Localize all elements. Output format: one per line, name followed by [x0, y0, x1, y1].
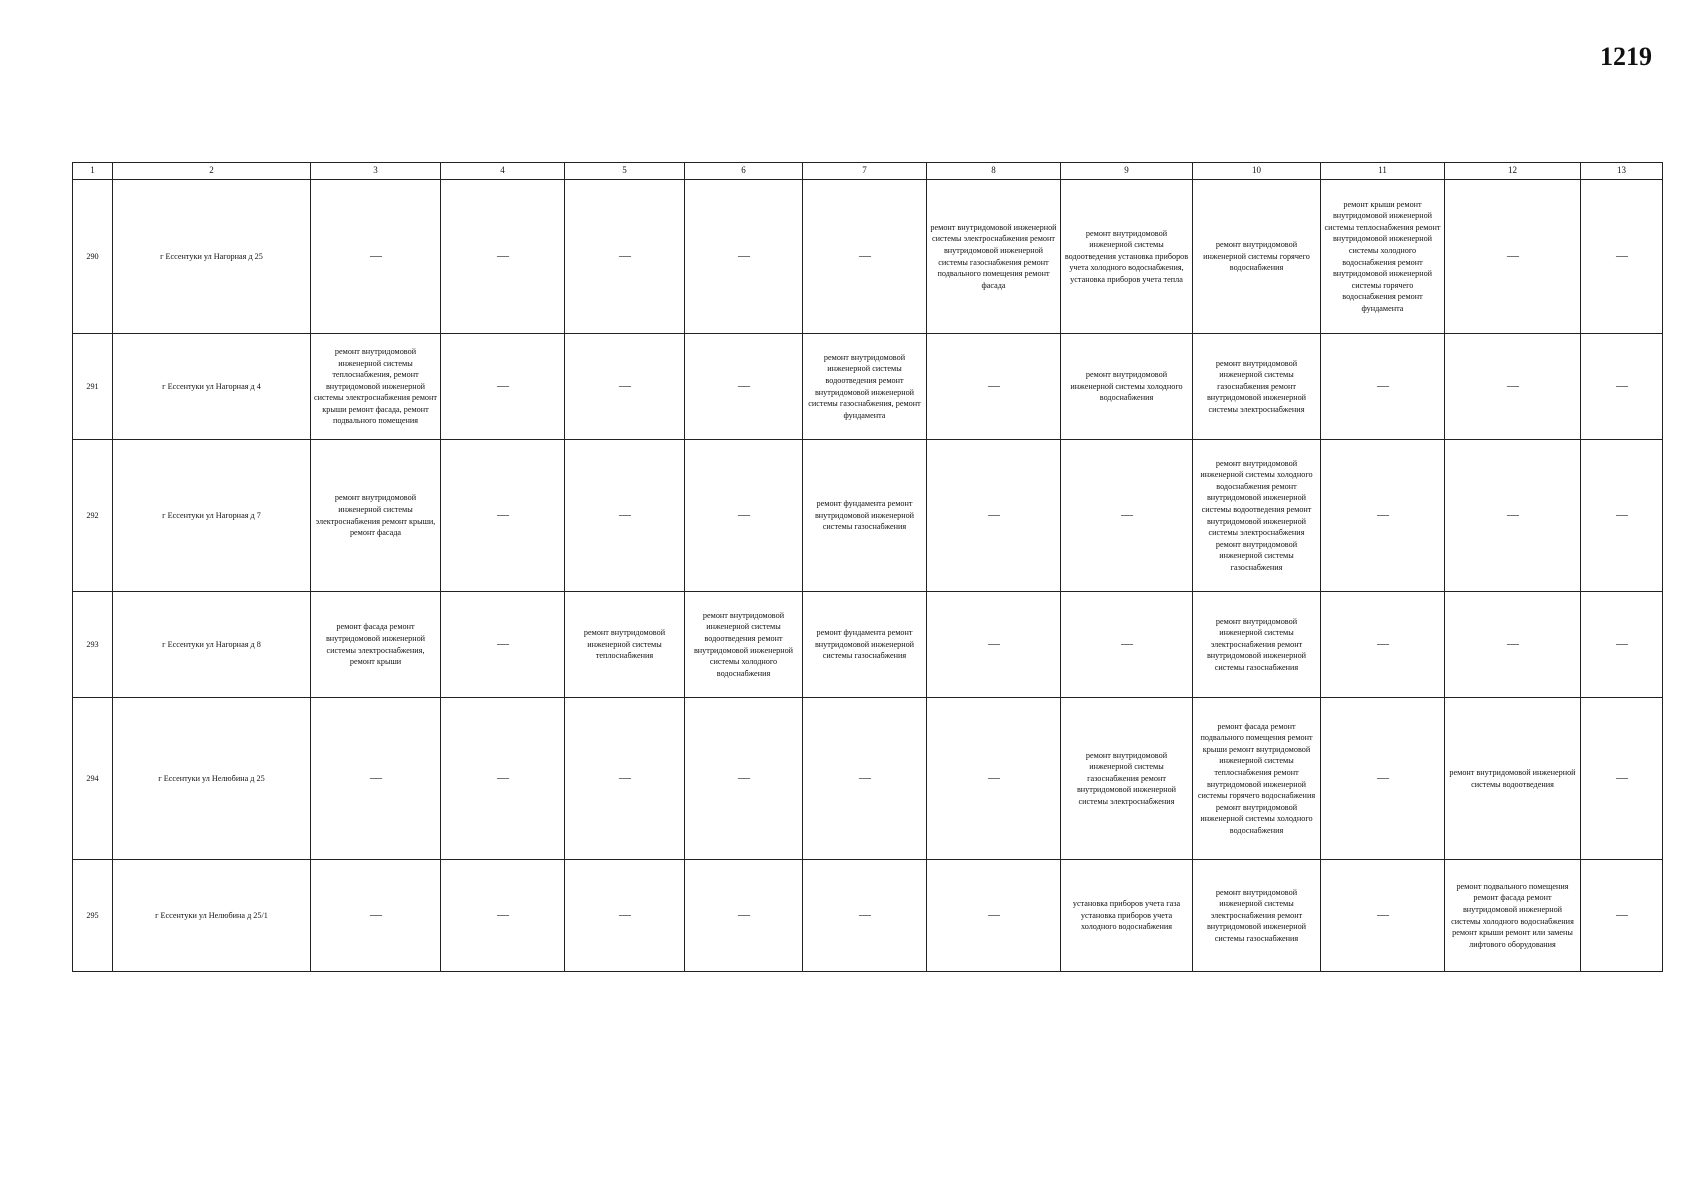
empty-dash-cell	[1581, 440, 1663, 592]
dash-mark: —	[1616, 770, 1627, 785]
dash-mark: —	[497, 907, 508, 922]
dash-mark: —	[738, 248, 749, 263]
dash-mark: —	[497, 248, 508, 263]
column-header-12: 12	[1445, 163, 1581, 180]
work-types-cell-col-10: ремонт фасада ремонт подвального помещения ремонт крыши ремонт внутридомовой инженерной системы теплоснабжения ремонт внутридомовой инженерной системы горячего водоснабжения ремонт внутридомовой инженерной системы холодного водоснабжения	[1193, 698, 1321, 860]
empty-dash-cell	[1445, 592, 1581, 698]
column-header-4: 4	[441, 163, 565, 180]
work-types-cell-col-10: ремонт внутридомовой инженерной системы горячего водоснабжения	[1193, 180, 1321, 334]
work-types-cell-col-9: ремонт внутридомовой инженерной системы газоснабжения ремонт внутридомовой инженерной системы электроснабжения	[1061, 698, 1193, 860]
dash-mark: —	[619, 248, 630, 263]
dash-mark: —	[859, 770, 870, 785]
dash-mark: —	[1377, 907, 1388, 922]
dash-mark: —	[859, 907, 870, 922]
work-types-cell-col-5: ремонт внутридомовой инженерной системы теплоснабжения	[565, 592, 685, 698]
empty-dash-cell	[1581, 334, 1663, 440]
work-types-cell-col-7: ремонт внутридомовой инженерной системы водоотведения ремонт внутридомовой инженерной системы газоснабжения, ремонт фундамента	[803, 334, 927, 440]
address-cell: г Ессентуки ул Нагорная д 8	[113, 592, 311, 698]
table-row	[73, 698, 1663, 860]
work-types-cell-col-11: ремонт крыши ремонт внутридомовой инженерной системы теплоснабжения ремонт внутридомовой инженерной системы холодного водоснабжения ремонт внутридомовой инженерной системы горячего водоснабжения ремонт фундамента	[1321, 180, 1445, 334]
dash-mark: —	[988, 770, 999, 785]
dash-mark: —	[988, 378, 999, 393]
address-cell: г Ессентуки ул Нелюбина д 25	[113, 698, 311, 860]
column-header-8: 8	[927, 163, 1061, 180]
column-header-2: 2	[113, 163, 311, 180]
empty-dash-cell	[441, 698, 565, 860]
empty-dash-cell	[311, 860, 441, 972]
dash-mark: —	[988, 907, 999, 922]
empty-dash-cell	[1061, 592, 1193, 698]
row-number: 291	[73, 334, 113, 440]
empty-dash-cell	[311, 698, 441, 860]
table-body	[73, 180, 1663, 972]
work-types-cell-col-10: ремонт внутридомовой инженерной системы электроснабжения ремонт внутридомовой инженерной системы газоснабжения	[1193, 592, 1321, 698]
empty-dash-cell	[1321, 440, 1445, 592]
dash-mark: —	[1121, 507, 1132, 522]
empty-dash-cell	[1445, 440, 1581, 592]
empty-dash-cell	[1321, 334, 1445, 440]
empty-dash-cell	[1581, 860, 1663, 972]
empty-dash-cell	[1581, 592, 1663, 698]
work-types-cell-col-12: ремонт внутридомовой инженерной системы водоотведения	[1445, 698, 1581, 860]
work-types-cell-col-8: ремонт внутридомовой инженерной системы электроснабжения ремонт внутридомовой инженерной системы газоснабжения ремонт подвального помещения ремонт фасада	[927, 180, 1061, 334]
address-cell: г Ессентуки ул Нагорная д 4	[113, 334, 311, 440]
empty-dash-cell	[565, 698, 685, 860]
address-cell: г Ессентуки ул Нагорная д 7	[113, 440, 311, 592]
empty-dash-cell	[927, 860, 1061, 972]
work-types-cell-col-10: ремонт внутридомовой инженерной системы газоснабжения ремонт внутридомовой инженерной системы электроснабжения	[1193, 334, 1321, 440]
work-types-cell-col-9: ремонт внутридомовой инженерной системы водоотведения установка приборов учета холодного водоснабжения, установка приборов учета тепла	[1061, 180, 1193, 334]
work-types-cell-col-6: ремонт внутридомовой инженерной системы водоотведения ремонт внутридомовой инженерной системы холодного водоснабжения	[685, 592, 803, 698]
dash-mark: —	[1616, 248, 1627, 263]
empty-dash-cell	[441, 180, 565, 334]
column-header-11: 11	[1321, 163, 1445, 180]
dash-mark: —	[370, 248, 381, 263]
empty-dash-cell	[1321, 698, 1445, 860]
empty-dash-cell	[1321, 860, 1445, 972]
empty-dash-cell	[803, 698, 927, 860]
column-header-1: 1	[73, 163, 113, 180]
dash-mark: —	[370, 907, 381, 922]
table-row	[73, 592, 1663, 698]
column-header-5: 5	[565, 163, 685, 180]
work-types-cell-col-9: ремонт внутридомовой инженерной системы холодного водоснабжения	[1061, 334, 1193, 440]
dash-mark: —	[1377, 378, 1388, 393]
dash-mark: —	[1616, 507, 1627, 522]
address-cell: г Ессентуки ул Нелюбина д 25/1	[113, 860, 311, 972]
empty-dash-cell	[685, 180, 803, 334]
dash-mark: —	[1616, 907, 1627, 922]
empty-dash-cell	[1445, 180, 1581, 334]
dash-mark: —	[738, 770, 749, 785]
empty-dash-cell	[441, 860, 565, 972]
empty-dash-cell	[927, 698, 1061, 860]
empty-dash-cell	[1445, 334, 1581, 440]
table-row	[73, 860, 1663, 972]
row-number: 295	[73, 860, 113, 972]
dash-mark: —	[619, 378, 630, 393]
dash-mark: —	[1507, 507, 1518, 522]
column-header-10: 10	[1193, 163, 1321, 180]
empty-dash-cell	[565, 860, 685, 972]
dash-mark: —	[497, 378, 508, 393]
column-number-header-row	[73, 163, 1663, 180]
dash-mark: —	[1507, 248, 1518, 263]
row-number: 292	[73, 440, 113, 592]
dash-mark: —	[1377, 636, 1388, 651]
row-number: 290	[73, 180, 113, 334]
work-types-cell-col-3: ремонт внутридомовой инженерной системы теплоснабжения, ремонт внутридомовой инженерной системы электроснабжения ремонт крыши ремонт фасада, ремонт подвального помещения	[311, 334, 441, 440]
empty-dash-cell	[927, 440, 1061, 592]
work-types-cell-col-3: ремонт фасада ремонт внутридомовой инженерной системы электроснабжения, ремонт крыши	[311, 592, 441, 698]
dash-mark: —	[988, 507, 999, 522]
work-types-cell-col-10: ремонт внутридомовой инженерной системы электроснабжения ремонт внутридомовой инженерной системы газоснабжения	[1193, 860, 1321, 972]
column-header-3: 3	[311, 163, 441, 180]
empty-dash-cell	[441, 592, 565, 698]
empty-dash-cell	[1581, 180, 1663, 334]
dash-mark: —	[1507, 636, 1518, 651]
empty-dash-cell	[565, 440, 685, 592]
column-header-9: 9	[1061, 163, 1193, 180]
work-types-cell-col-7: ремонт фундамента ремонт внутридомовой инженерной системы газоснабжения	[803, 440, 927, 592]
dash-mark: —	[1616, 636, 1627, 651]
row-number: 293	[73, 592, 113, 698]
dash-mark: —	[619, 507, 630, 522]
dash-mark: —	[497, 636, 508, 651]
dash-mark: —	[988, 636, 999, 651]
empty-dash-cell	[685, 860, 803, 972]
dash-mark: —	[619, 770, 630, 785]
column-header-7: 7	[803, 163, 927, 180]
work-types-cell-col-3: ремонт внутридомовой инженерной системы электроснабжения ремонт крыши, ремонт фасада	[311, 440, 441, 592]
empty-dash-cell	[1321, 592, 1445, 698]
empty-dash-cell	[441, 334, 565, 440]
empty-dash-cell	[803, 180, 927, 334]
dash-mark: —	[1377, 770, 1388, 785]
work-types-cell-col-9: установка приборов учета газа установка приборов учета холодного водоснабжения	[1061, 860, 1193, 972]
work-types-cell-col-7: ремонт фундамента ремонт внутридомовой инженерной системы газоснабжения	[803, 592, 927, 698]
empty-dash-cell	[1581, 698, 1663, 860]
address-cell: г Ессентуки ул Нагорная д 25	[113, 180, 311, 334]
dash-mark: —	[859, 248, 870, 263]
dash-mark: —	[1377, 507, 1388, 522]
dash-mark: —	[497, 770, 508, 785]
empty-dash-cell	[441, 440, 565, 592]
dash-mark: —	[619, 907, 630, 922]
dash-mark: —	[1616, 378, 1627, 393]
empty-dash-cell	[311, 180, 441, 334]
column-header-13: 13	[1581, 163, 1663, 180]
work-types-cell-col-12: ремонт подвального помещения ремонт фасада ремонт внутридомовой инженерной системы холодного водоснабжения ремонт крыши ремонт или замены лифтового оборудования	[1445, 860, 1581, 972]
page-number: 1219	[1600, 42, 1652, 71]
column-header-6: 6	[685, 163, 803, 180]
dash-mark: —	[738, 507, 749, 522]
dash-mark: —	[497, 507, 508, 522]
empty-dash-cell	[927, 334, 1061, 440]
dash-mark: —	[1507, 378, 1518, 393]
empty-dash-cell	[1061, 440, 1193, 592]
dash-mark: —	[370, 770, 381, 785]
empty-dash-cell	[685, 334, 803, 440]
empty-dash-cell	[565, 334, 685, 440]
empty-dash-cell	[927, 592, 1061, 698]
table-row	[73, 334, 1663, 440]
dash-mark: —	[738, 907, 749, 922]
dash-mark: —	[738, 378, 749, 393]
dash-mark: —	[1121, 636, 1132, 651]
empty-dash-cell	[803, 860, 927, 972]
row-number: 294	[73, 698, 113, 860]
empty-dash-cell	[565, 180, 685, 334]
empty-dash-cell	[685, 440, 803, 592]
table-row	[73, 180, 1663, 334]
capital-repair-table	[72, 162, 1663, 972]
empty-dash-cell	[685, 698, 803, 860]
table-row	[73, 440, 1663, 592]
work-types-cell-col-10: ремонт внутридомовой инженерной системы холодного водоснабжения ремонт внутридомовой инженерной системы водоотведения ремонт внутридомовой инженерной системы электроснабжения ремонт внутридомовой инженерной системы газоснабжения	[1193, 440, 1321, 592]
